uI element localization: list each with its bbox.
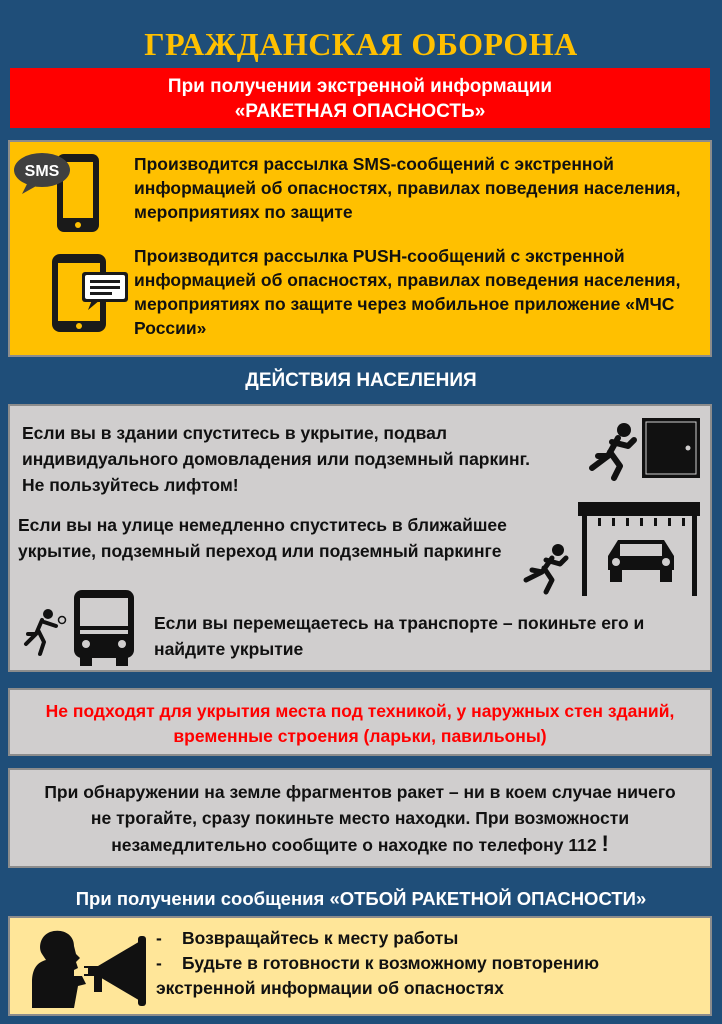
warning-line2: временные строения (ларьки, павильоны) bbox=[173, 726, 547, 746]
allclear-item1-text: Возвращайтесь к месту работы bbox=[182, 928, 459, 948]
megaphone-icon bbox=[24, 928, 160, 1010]
sms-icon-label: SMS bbox=[24, 163, 60, 180]
fragments-exclaim: ! bbox=[601, 831, 609, 856]
alerts-box bbox=[8, 140, 712, 357]
warning-line1: Не подходят для укрытия места под техникой, у наружных стен зданий, bbox=[45, 701, 675, 721]
alert-banner-line1: При получении экстренной информации bbox=[167, 76, 553, 97]
alert-banner bbox=[10, 68, 710, 128]
warning-text bbox=[10, 699, 710, 749]
fragments-text bbox=[10, 779, 710, 858]
allclear-item1 bbox=[156, 926, 696, 951]
transport-text: Если вы перемещаетесь на транспорте – покиньте его и найдите укрытие bbox=[154, 613, 645, 659]
fragments-line3-row bbox=[10, 831, 710, 858]
sms-text: Производится рассылка SMS-сообщений с экстренной информацией об опасностях, правилах поведения населения, мероприятиях по защите bbox=[134, 154, 681, 222]
running-to-garage-icon bbox=[512, 500, 712, 596]
fragments-line3: незамедлительно сообщите о находке по телефону 112 bbox=[111, 835, 597, 855]
warning-box bbox=[8, 688, 712, 756]
push-text: Производится рассылка PUSH-сообщений с экстренной информацией об опасностях, правилах поведения населения, мероприятиях по защите через мобильное приложение «МЧС России» bbox=[134, 246, 681, 338]
actions-heading: ДЕЙСТВИЯ НАСЕЛЕНИЯ bbox=[245, 370, 477, 391]
fragments-line2: не трогайте, сразу покиньте место находки. При возможности bbox=[90, 808, 630, 828]
allclear-heading: При получении сообщения «ОТБОЙ РАКЕТНОЙ ОПАСНОСТИ» bbox=[75, 888, 647, 909]
bus-exit-icon bbox=[18, 584, 142, 668]
actions-box bbox=[8, 404, 712, 672]
allclear-dash-1: - bbox=[156, 928, 162, 948]
allclear-item2-cont: экстренной информации об опасностях bbox=[156, 978, 504, 998]
push-phone-icon bbox=[46, 250, 136, 336]
fragments-box bbox=[8, 768, 712, 868]
building-text: Если вы в здании спуститесь в укрытие, подвал индивидуального домовладения или подземный паркинг. Не пользуйтесь лифтом! bbox=[22, 423, 530, 495]
allclear-box bbox=[8, 916, 712, 1016]
allclear-item2-text: Будьте в готовности к возможному повторению bbox=[182, 953, 600, 973]
running-to-door-icon bbox=[580, 416, 710, 482]
sms-phone-icon bbox=[10, 148, 122, 238]
fragments-line1: При обнаружении на земле фрагментов ракет – ни в коем случае ничего bbox=[44, 782, 676, 802]
allclear-item2 bbox=[156, 951, 696, 976]
alert-banner-line2: «РАКЕТНАЯ ОПАСНОСТЬ» bbox=[234, 101, 486, 122]
allclear-list bbox=[156, 926, 696, 1001]
page-title: ГРАЖДАНСКАЯ ОБОРОНА bbox=[144, 26, 578, 62]
street-text: Если вы на улице немедленно спуститесь в ближайшее укрытие, подземный переход или подземный паркинге bbox=[18, 515, 507, 561]
allclear-dash-2: - bbox=[156, 953, 162, 973]
